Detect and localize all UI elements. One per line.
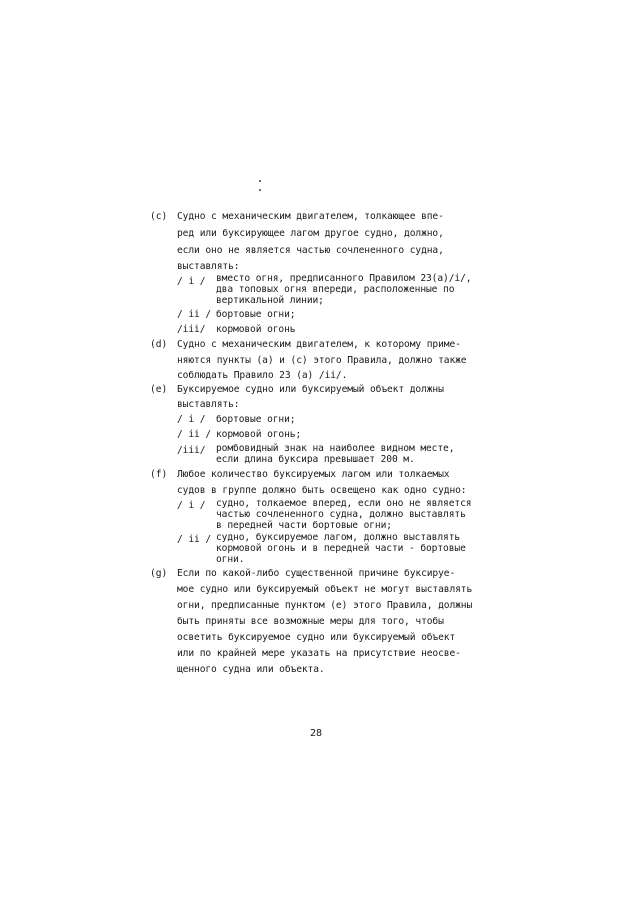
item-c-i-line-2: два топовых огня впереди, расположенные по (216, 284, 455, 295)
paragraph-c-line-3: если оно не является частью сочлененного судна, (177, 245, 444, 256)
paragraph-e-line-1: Буксируемое судно или буксируемый объект должны (177, 384, 444, 395)
item-e-ii-marker: / ii / (177, 429, 212, 440)
paragraph-d-line-1: Судно с механическим двигателем, к которому приме- (177, 339, 461, 350)
item-f-ii-line-1: судно, буксируемое лагом, должно выставлять (216, 532, 461, 543)
paragraph-g-line-4: быть приняты все возможные меры для того, чтобы (177, 616, 444, 627)
paragraph-g-line-3: огни, предписанные пунктом (e) этого Правила, должны (177, 600, 473, 611)
item-f-i-line-3: в передней части бортовые огни; (216, 520, 392, 531)
item-e-i-line-1: бортовые огни; (216, 414, 296, 425)
item-e-iii-line-2: если длина буксира превышает 200 м. (216, 454, 415, 465)
paragraph-label-c: (c) (150, 211, 168, 222)
scan-specks (258, 180, 262, 194)
item-e-i-marker: / i / (177, 414, 206, 425)
item-e-ii-line-1: кормовой огонь; (216, 429, 302, 440)
paragraph-f-line-2: судов в группе должно быть освещено как одно судно: (177, 485, 467, 496)
item-f-ii-line-2: кормовой огонь и в передней части - бортовые (216, 543, 466, 554)
paragraph-e-line-2: выставлять: (177, 399, 240, 410)
item-f-i-line-2: частью сочлененного судна, должно выставлять (216, 509, 466, 520)
paragraph-d-line-2: няются пункты (a) и (c) этого Правила, должно также (177, 355, 467, 366)
paragraph-label-g: (g) (150, 568, 168, 579)
paragraph-g-line-5: осветить буксируемое судно или буксируемый объект (177, 632, 456, 643)
item-c-iii-line-1: кормовой огонь (216, 324, 296, 335)
paragraph-g-line-7: щенного судна или объекта. (177, 664, 325, 675)
paragraph-d-line-3: соблюдать Правило 23 (a) /ii/. (177, 370, 348, 381)
item-f-i-marker: / i / (177, 500, 206, 511)
item-c-ii-marker: / ii / (177, 309, 212, 320)
item-c-i-marker: / i / (177, 276, 206, 287)
paragraph-f-line-1: Любое количество буксируемых лагом или толкаемых (177, 469, 450, 480)
paragraph-g-line-2: мое судно или буксируемый объект не могут выставлять (177, 584, 473, 595)
paragraph-c-line-1: Судно с механическим двигателем, толкающее впе- (177, 211, 444, 222)
paragraph-g-line-1: Если по какой-либо существенной причине буксируе- (177, 568, 456, 579)
item-c-i-line-1: вместо огня, предписанного Правилом 23(a)/i/, (216, 273, 472, 284)
item-f-ii-marker: / ii / (177, 534, 212, 545)
item-f-i-line-1: судно, толкаемое вперед, если оно не является (216, 498, 472, 509)
paragraph-label-f: (f) (150, 469, 168, 480)
item-f-ii-line-3: огни. (216, 554, 245, 565)
paragraph-label-d: (d) (150, 339, 168, 350)
paragraph-c-line-4: выставлять: (177, 261, 240, 272)
paragraph-g-line-6: или по крайней мере указать на присутствие неосве- (177, 648, 461, 659)
page-number: 28 (310, 728, 323, 739)
item-c-i-line-3: вертикальной линии; (216, 295, 324, 306)
item-e-iii-marker: /iii/ (177, 445, 206, 456)
item-e-iii-line-1: ромбовидный знак на наиболее видном месте, (216, 443, 455, 454)
paragraph-label-e: (e) (150, 384, 168, 395)
paragraph-c-line-2: ред или буксирующее лагом другое судно, должно, (177, 228, 444, 239)
item-c-iii-marker: /iii/ (177, 324, 206, 335)
item-c-ii-line-1: бортовые огни; (216, 309, 296, 320)
